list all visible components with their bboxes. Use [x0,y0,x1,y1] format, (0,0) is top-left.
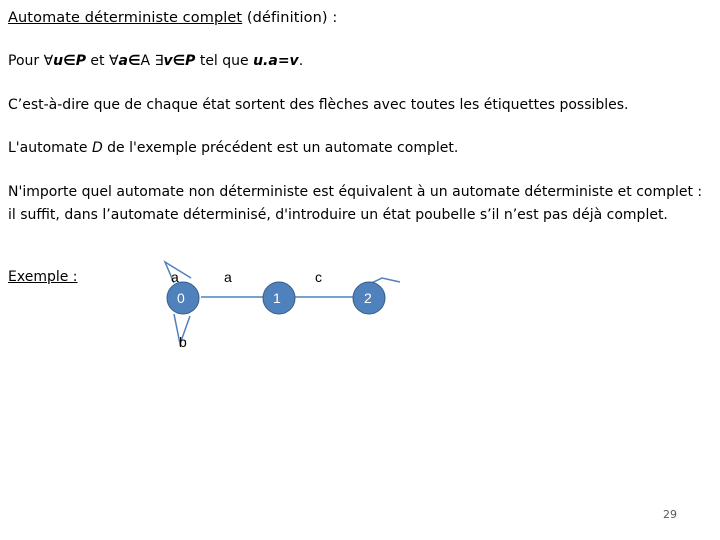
formula-tel-que: tel que [195,53,254,69]
loop-top-label: a [171,269,179,285]
formula-a-in: a∈ [118,53,141,69]
example-ref-prefix: L'automate [8,140,92,156]
forall-symbol: ∀ [43,53,54,69]
formula-alphabet: A [140,53,155,69]
state-2-label: 2 [364,290,372,306]
state-1-label: 1 [273,290,281,306]
forall-symbol-2: ∀ [108,53,119,69]
exists-symbol: ∃ [154,53,164,69]
edge-0-1-label: a [224,269,232,285]
title-underlined: Automate déterministe complet [8,10,243,26]
formula-et: et [85,53,109,69]
formula-v-in-p: v∈P [163,53,196,69]
explanation-text: C’est-à-dire que de chaque état sortent des flèches avec toutes les étiquettes possibles. [8,97,629,113]
example-label: Exemple : [8,269,78,285]
example-ref-suffix: de l'exemple précédent est un automate complet. [102,140,459,156]
page-number: 29 [663,508,677,521]
formula-u-in-p: u∈P [53,53,86,69]
automaton-name: D [91,140,103,156]
edge-1-2-label: c [315,269,322,285]
formula-end: . [298,53,304,69]
equivalence-paragraph: N'importe quel automate non déterministe est équivalent à un automate déterministe et complet : il suffit, dans l’automate déterminisé, d'introduire un état poubelle s’il n’est pas déjà complet. [8,184,703,223]
title-rest: (définition) : [242,10,338,26]
loop-bottom-label: b [179,334,187,350]
state-0-label: 0 [177,290,185,306]
formula-equation: u.a=v [253,53,299,69]
formula-pour: Pour [8,53,44,69]
